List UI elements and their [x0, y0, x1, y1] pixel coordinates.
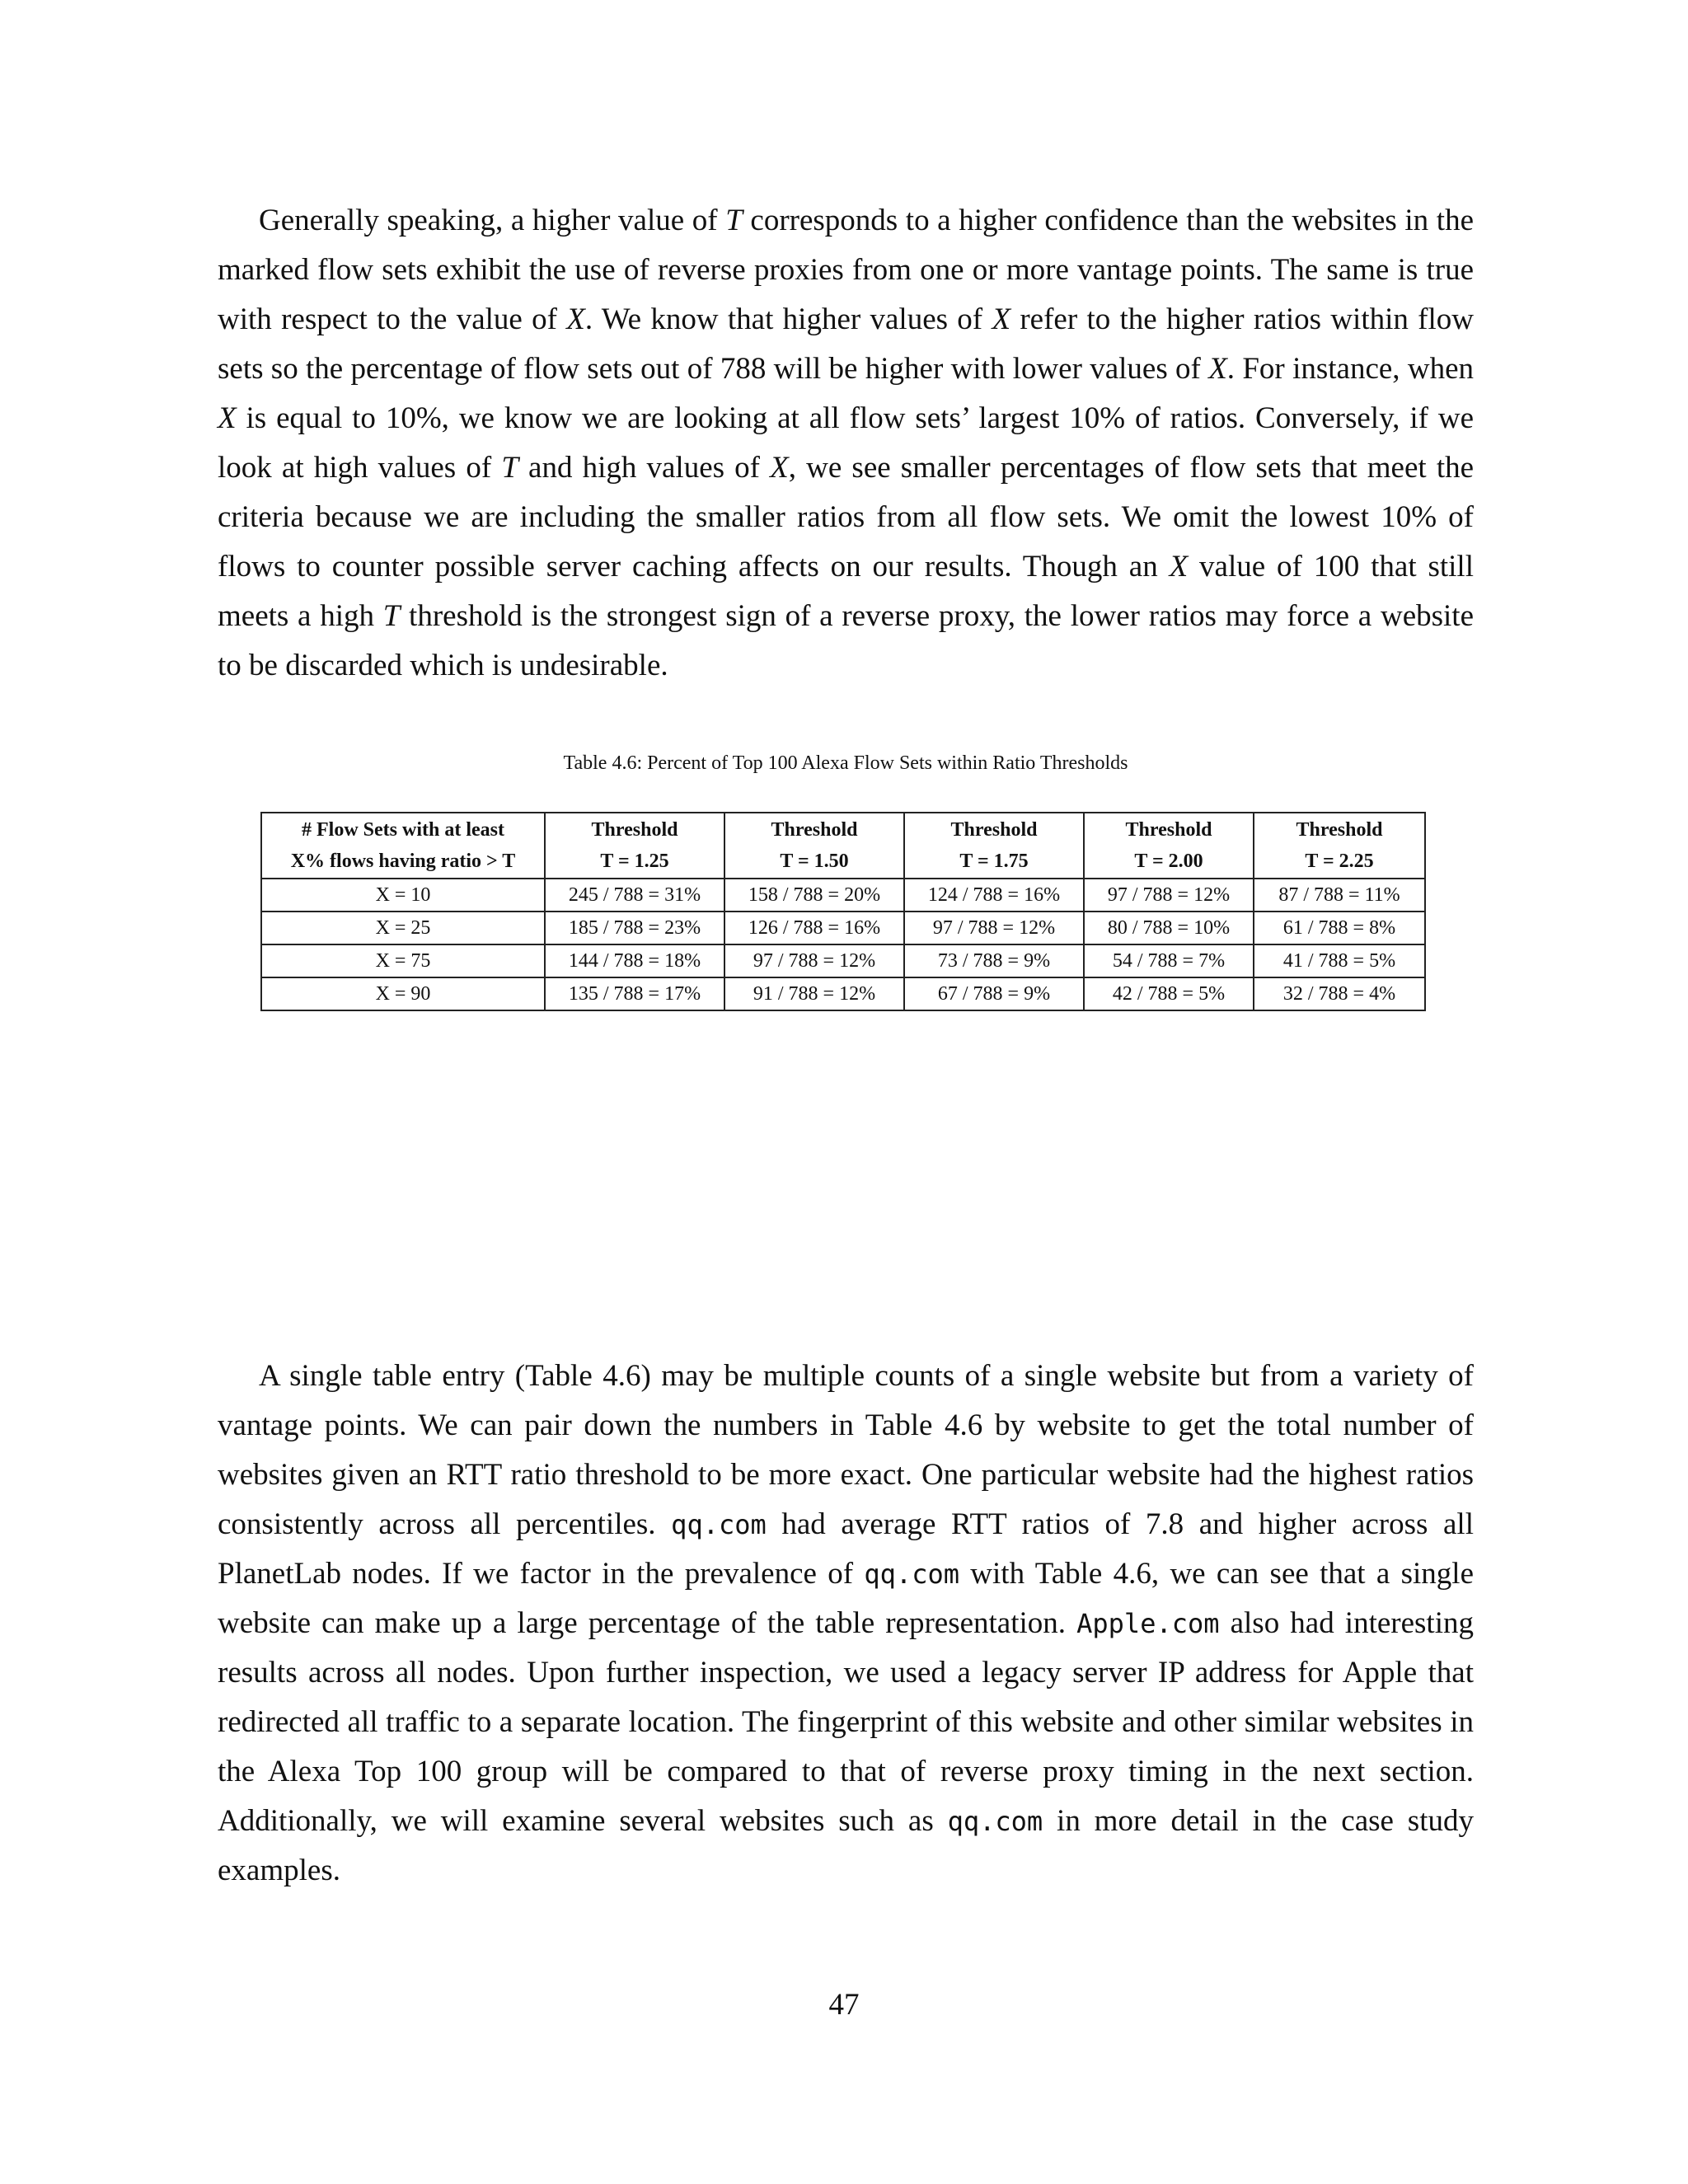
table-cell: 73 / 788 = 9% [904, 944, 1084, 977]
text-run: . For instance, when [1226, 352, 1474, 386]
code-domain: qq.com [864, 1558, 959, 1590]
variable-x: X [770, 451, 789, 485]
table-cell: 87 / 788 = 11% [1254, 879, 1425, 912]
body-paragraph-2 [218, 1352, 1474, 1896]
text-run: Generally speaking, a higher value of [259, 204, 726, 237]
text-run: threshold is the strongest sign of a reverse proxy, the lower ratios may force a website to be discarded which is undesirable. [218, 599, 1474, 682]
text-run: corresponds to a higher confidence than the websites in the marked flow sets exhibit the use of reverse proxies from one or more vantage points. The same is true with respect to the value of [218, 204, 1474, 336]
header-line: T = 1.75 [959, 851, 1029, 872]
text-run: value of 100 that still meets a high [218, 550, 1474, 633]
table-cell: 91 / 788 = 12% [724, 977, 904, 1010]
header-line: Threshold [1296, 819, 1383, 841]
text-run: and high values of [518, 451, 771, 485]
text-run: refer to the higher ratios within flow sets so the percentage of flow sets out of 788 will be higher with lower values of [218, 302, 1474, 386]
table-row [261, 912, 1425, 944]
header-line: # Flow Sets with at least [302, 819, 504, 841]
variable-x: X [218, 401, 237, 435]
table-cell: 41 / 788 = 5% [1254, 944, 1425, 977]
variable-x: X [992, 302, 1011, 336]
table-cell: 61 / 788 = 8% [1254, 912, 1425, 944]
header-line: T = 1.25 [600, 851, 669, 872]
text-run: is equal to 10%, we know we are looking at all flow sets’ largest 10% of ratios. Conversely, if we look at high values of [218, 401, 1474, 485]
page-number: 47 [828, 1988, 860, 2022]
table-cell: 124 / 788 = 16% [904, 879, 1084, 912]
table-row [261, 977, 1425, 1010]
table-row [261, 944, 1425, 977]
code-domain: qq.com [671, 1509, 767, 1540]
text-run: with Table 4.6, we can see that a single website can make up a large percentage of the table representation. [218, 1557, 1474, 1640]
variable-x: X [1208, 352, 1227, 386]
variable-x: X [1169, 550, 1189, 583]
ratio-threshold-table [260, 812, 1426, 1011]
table-header-row [261, 813, 1425, 879]
variable-t: T [382, 599, 401, 633]
body-paragraph-1 [218, 196, 1474, 691]
text-run: , we see smaller percentages of flow sets that meet the criteria because we are including the smaller ratios from all flow sets. We omit the lowest 10% of flows to counter possible server caching affects on our results. Though an [218, 451, 1475, 583]
text-run: had average RTT ratios of 7.8 and higher across all PlanetLab nodes. If we factor in the prevalence of [218, 1507, 1474, 1591]
header-line: T = 2.25 [1305, 851, 1374, 872]
header-line: Threshold [950, 819, 1038, 841]
header-line: Threshold [1125, 819, 1212, 841]
table-cell: 97 / 788 = 12% [724, 944, 904, 977]
table-cell: 42 / 788 = 5% [1084, 977, 1254, 1010]
row-label-cell: X = 90 [261, 977, 545, 1010]
table-cell: 144 / 788 = 18% [545, 944, 724, 977]
row-label-cell: X = 10 [261, 879, 545, 912]
table-cell: 97 / 788 = 12% [1084, 879, 1254, 912]
header-line: Threshold [591, 819, 678, 841]
table-cell: 185 / 788 = 23% [545, 912, 724, 944]
table-cell: 54 / 788 = 7% [1084, 944, 1254, 977]
text-run: A single table entry (Table 4.6) may be multiple counts of a single website but from a variety of vantage points. We can pair down the numbers in Table 4.6 by website to get the total number of websites given an RTT ratio threshold to be more exact. One particular website had the highest ratios consistently across all percentiles. [218, 1359, 1474, 1541]
row-label-cell: X = 75 [261, 944, 545, 977]
table-cell: 32 / 788 = 4% [1254, 977, 1425, 1010]
table-header-cell [545, 813, 724, 879]
text-run: also had interesting results across all nodes. Upon further inspection, we used a legacy server IP address for Apple that redirected all traffic to a separate location. The fingerprint of this website and other similar websites in the Alexa Top 100 group will be compared to that of reverse proxy timing in the next section. Additionally, we will examine several websites such as [218, 1606, 1474, 1838]
text-run: . We know that higher values of [584, 302, 992, 336]
code-domain: Apple.com [1076, 1608, 1220, 1639]
table-header-cell [261, 813, 545, 879]
table-cell: 135 / 788 = 17% [545, 977, 724, 1010]
table-cell: 126 / 788 = 16% [724, 912, 904, 944]
variable-x: X [566, 302, 585, 336]
table-row [261, 879, 1425, 912]
variable-t: T [501, 451, 518, 485]
text-run: in more detail in the case study examples. [218, 1804, 1474, 1887]
table-cell: 67 / 788 = 9% [904, 977, 1084, 1010]
code-domain: qq.com [947, 1806, 1043, 1837]
table-caption: Table 4.6: Percent of Top 100 Alexa Flow Sets within Ratio Thresholds [563, 752, 1128, 774]
table-cell: 80 / 788 = 10% [1084, 912, 1254, 944]
header-line: Threshold [771, 819, 858, 841]
variable-t: T [725, 204, 743, 237]
table-header-cell [904, 813, 1084, 879]
table-cell: 245 / 788 = 31% [545, 879, 724, 912]
row-label-cell: X = 25 [261, 912, 545, 944]
header-line: X% flows having ratio > T [290, 851, 516, 872]
table-header-cell [1254, 813, 1425, 879]
table-header-cell [724, 813, 904, 879]
table-cell: 97 / 788 = 12% [904, 912, 1084, 944]
header-line: T = 1.50 [780, 851, 849, 872]
table-cell: 158 / 788 = 20% [724, 879, 904, 912]
table-header-cell [1084, 813, 1254, 879]
header-line: T = 2.00 [1134, 851, 1203, 872]
